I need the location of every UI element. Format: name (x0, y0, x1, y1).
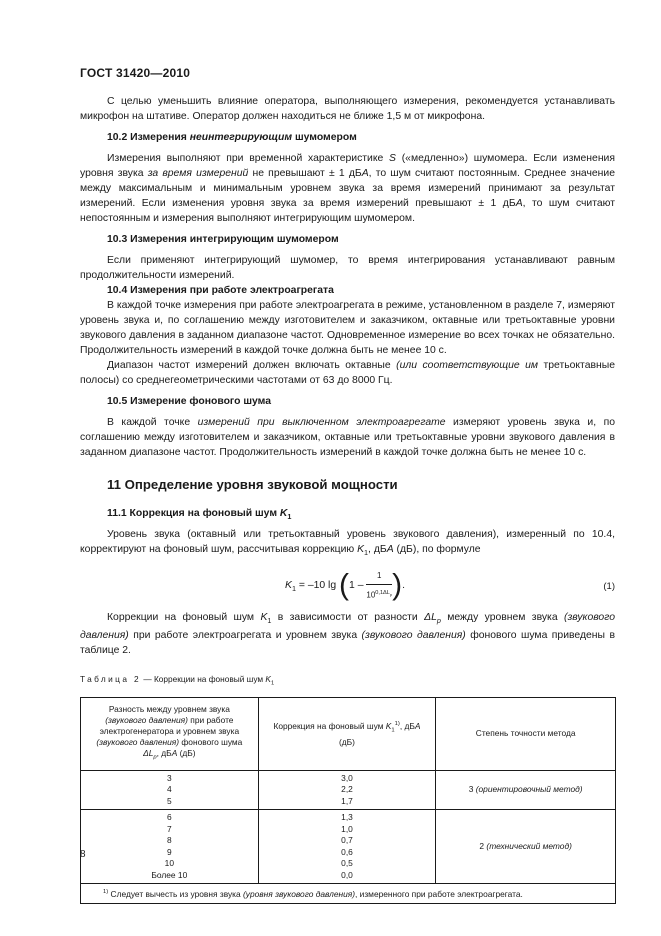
text: фонового шума (179, 736, 243, 747)
text: 2 (479, 841, 487, 852)
text-italic: (уровня звукового давления) (243, 888, 356, 899)
text: — Коррекции на фоновый шум (141, 674, 266, 685)
text-italic: K (385, 721, 392, 732)
text: , то шум считают постоянным. Среднее значение между максимальным и минимальным уровнем звука за время измерений принимают за результат измерений. Если изменения уровня звука за время измерений превышают ± 1 дБ (80, 168, 615, 209)
text: не превышают ± 1 дБ (248, 168, 362, 179)
text: , дБ (156, 747, 172, 758)
value: Более 10 (151, 869, 188, 880)
paragraph-11-1-b (80, 610, 615, 658)
value: 3 (167, 772, 172, 783)
text-italic: K (260, 612, 268, 624)
heading-section-11: 11 Определение уровня звуковой мощности (107, 477, 398, 492)
text: между уровнем звука (440, 612, 564, 624)
table-row (81, 770, 616, 810)
header-cell-difference (81, 697, 259, 770)
subscript: 1 (391, 727, 395, 734)
value: 5 (167, 795, 172, 806)
text: измеряют уровень звука и, по соглашению между изготовителем и заказчиком, октавные или третьоктавные уровни звукового давления в заданном диапазоне частот. Продолжительность измерений в каждой точке должна быть не менее 10 с. (80, 417, 615, 458)
fraction-numerator: 1 (366, 568, 392, 585)
cell-method-group-2 (436, 810, 616, 884)
table-footnote (81, 884, 616, 904)
document-header: ГОСТ 31420—2010 (80, 66, 191, 80)
value: 0,5 (341, 858, 353, 869)
table-row (81, 810, 616, 884)
text-line (85, 715, 254, 726)
text: 10 (366, 590, 376, 600)
fraction-denominator (366, 585, 392, 603)
subscript: 1 (287, 512, 292, 522)
value: 9 (167, 846, 172, 857)
text-italic: А (414, 721, 421, 732)
heading-10-3: 10.3 Измерения интегрирующим шумомером (107, 234, 339, 245)
subscript: 1 (270, 680, 275, 687)
text-italic: K (279, 508, 288, 519)
cell-correction-group-2 (258, 810, 436, 884)
text: Уровень звука (октавный или третьоктавный уровень звукового давления), измеренный по 10.4, корректируют на фоновый шум, рассчитывая коррекцию (80, 529, 615, 556)
text: 11.1 Коррекция на фоновый шум (107, 508, 280, 519)
paragraph-10-4-a: В каждой точке измерения при работе электроагрегата в режиме, установленном в разделе 7, измеряют уровень звука и, по соглашению между изготовителем и заказчиком, октавные или третьоктавные уровни звукового давления в заданном диапазоне частот. Одновременное измерение во всех точках не обязательно. Продолжительность измерений в каждой точке должна быть не менее 10 с. (80, 300, 615, 356)
fraction (366, 568, 392, 603)
text-italic: (или соответствующие им (396, 360, 538, 371)
value: 0,6 (341, 846, 353, 857)
text-italic: (звукового давления) (96, 736, 180, 747)
text: = –10 lg (295, 580, 337, 592)
header-cell-correction (258, 697, 436, 770)
text: при работе (187, 714, 234, 725)
text: Измерения выполняют при временной характеристике (107, 153, 390, 164)
header-cell-accuracy: Степень точности метода (436, 697, 616, 770)
text: шумомером (294, 132, 357, 143)
text-italic: (звукового давления) (80, 612, 615, 642)
intro-paragraph (80, 94, 615, 124)
text-italic: ΔL (424, 612, 437, 624)
text-italic: K (265, 674, 271, 685)
text: , дБ (399, 721, 415, 732)
table-2 (80, 697, 616, 904)
text-italic: неинтегрирующим (189, 132, 293, 143)
text: (дБ), по формуле (393, 544, 481, 556)
formula-number: (1) (603, 581, 615, 593)
paragraph-10-5 (80, 415, 615, 460)
paragraph-10-2 (80, 151, 615, 226)
text-italic: А (386, 544, 394, 556)
text: , то шум считают непостоянным и измерения выполняют интегрирующим шумомером. (80, 198, 615, 224)
formula-1 (80, 566, 615, 606)
text-line (85, 737, 254, 748)
text: (дБ) (177, 747, 196, 758)
formula-expression (285, 568, 405, 603)
text-italic: (технический метод) (486, 841, 572, 852)
text: 0,1ΔL (375, 590, 390, 597)
text-italic: S (389, 153, 396, 164)
text: третьоктавные полосы) со среднегеометрическими частотами от 63 до 8000 Гц. (80, 360, 615, 386)
text: Разность между уровнем звука (108, 703, 230, 714)
heading-10-5: 10.5 Измерение фонового шума (107, 396, 271, 407)
cell-difference-group-2 (81, 810, 259, 884)
value: 1,0 (341, 823, 353, 834)
subscript: p (389, 592, 393, 598)
text: Следует вычесть из уровня звука (108, 888, 243, 899)
text: (дБ) (339, 736, 355, 747)
text-italic: А (361, 168, 369, 179)
value: 2,2 (341, 784, 353, 795)
subscript: p (436, 616, 441, 626)
paragraph-10-3: Если применяют интегрирующий шумомер, то время интегрирования устанавливают равным продолжительности измерений. (80, 255, 615, 281)
text: Коррекция на фоновый шум (273, 721, 386, 732)
text: 3 (468, 784, 476, 795)
text: 10.2 Измерения (107, 132, 187, 143)
cell-difference-group-1 (81, 770, 259, 810)
text-italic: K (285, 580, 292, 592)
footnote-ref: 1) (394, 721, 400, 728)
text: Таблица 2 (80, 674, 142, 685)
text-line (263, 719, 432, 736)
right-paren: ) (392, 568, 403, 602)
text: С целью уменьшить влияние оператора, выполняющего измерения, рекомендуется устанавливать микрофон на штативе. Оператор должен находиться не ближе 1,5 м от микрофона. (80, 96, 615, 122)
subscript: 1 (364, 548, 369, 558)
text: электрогенератора и уровнем звука (99, 725, 240, 736)
cell-method-group-1 (436, 770, 616, 810)
subscript: 1 (267, 616, 272, 626)
text: при работе электроагрегата и уровнем звука (128, 630, 362, 642)
cell-correction-group-1 (258, 770, 436, 810)
footnote-mark: 1) (103, 889, 109, 896)
text-italic: ΔL (143, 747, 154, 758)
value: 10 (164, 858, 174, 869)
text-italic: А (515, 198, 523, 209)
table-footnote-row (81, 884, 616, 904)
value: 1,3 (341, 812, 353, 823)
value: 4 (167, 784, 172, 795)
page-number: 8 (80, 849, 86, 860)
text: . (402, 580, 405, 592)
text-italic: за время измерений (147, 168, 249, 179)
paragraph-10-4-b (80, 358, 615, 388)
text: («медленно») шумомера. Если изменения уровня звука (80, 153, 615, 179)
value: 0,7 (341, 835, 353, 846)
table-header-row (81, 697, 616, 770)
value: 1,7 (341, 795, 353, 806)
subscript: p (153, 754, 157, 761)
heading-10-2 (107, 130, 615, 145)
paragraph-11-1-a (80, 527, 615, 560)
text: , дБ (368, 544, 387, 556)
page-content (80, 94, 615, 904)
text-italic: (звукового давления) (105, 714, 188, 725)
value: 6 (167, 812, 172, 823)
subscript: 1 (291, 584, 296, 594)
heading-11-1 (107, 506, 615, 524)
text-italic: K (357, 544, 364, 556)
text-italic: измерений при выключенном электроагрегате (197, 417, 446, 428)
text: фонового шума приведены в таблице 2. (80, 630, 615, 657)
value: 3,0 (341, 772, 353, 783)
text-italic: (звукового давления) (361, 630, 466, 642)
left-paren: ( (339, 568, 350, 602)
text: В каждой точке (107, 417, 198, 428)
text: 1 – (349, 580, 364, 592)
value: 7 (167, 823, 172, 834)
value: 8 (167, 835, 172, 846)
text: Диапазон частот измерений должен включать октавные (107, 360, 397, 371)
heading-10-4: 10.4 Измерения при работе электроагрегата (107, 285, 334, 296)
text: в зависимости от разности (271, 612, 425, 624)
text-line (85, 748, 254, 764)
text-italic: А (171, 747, 178, 758)
value: 0,0 (341, 869, 353, 880)
text: , измеренного при работе электроагрегата. (355, 888, 523, 899)
text: Коррекции на фоновый шум (107, 612, 261, 624)
text-italic: (ориентировочный метод) (475, 784, 583, 795)
exponent (375, 590, 392, 596)
table-caption (80, 672, 615, 692)
